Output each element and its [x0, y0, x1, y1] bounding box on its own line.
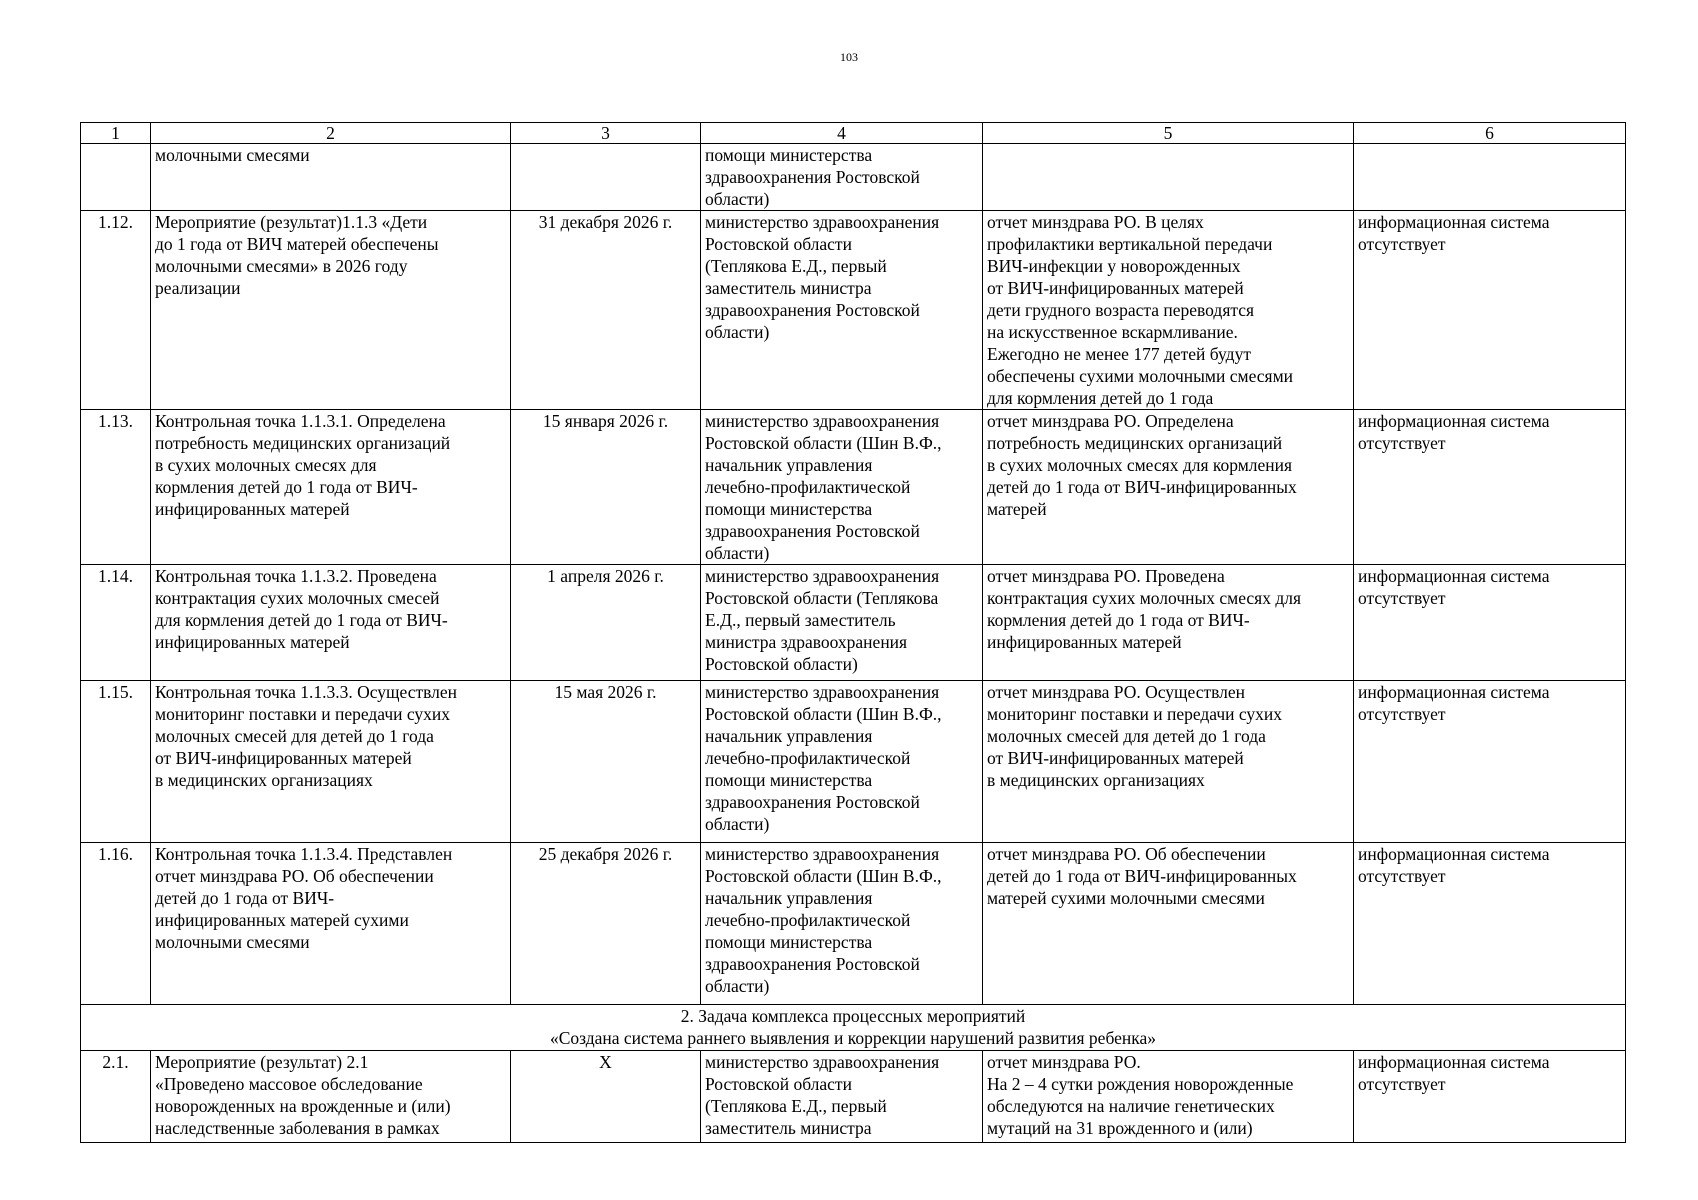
date-cell: X	[511, 1051, 701, 1143]
table-row	[81, 410, 1626, 565]
system-cell: информационная система отсутствует	[1354, 410, 1626, 565]
responsible-cell: министерство здравоохранения Ростовской области (Шин В.Ф., начальник управления лечебно-профилактической помощи министерства здравоохранения Ростовской области)	[701, 410, 983, 565]
system-cell: информационная система отсутствует	[1354, 1051, 1626, 1143]
responsible-cell: министерство здравоохранения Ростовской области (Шин В.Ф., начальник управления лечебно-профилактической помощи министерства здравоохранения Ростовской области)	[701, 681, 983, 843]
date-cell: 15 января 2026 г.	[511, 410, 701, 565]
row-number: 2.1.	[81, 1051, 151, 1143]
result-cell: отчет минздрава РО. Осуществлен мониторинг поставки и передачи сухих молочных смесей для детей до 1 года от ВИЧ-инфицированных матерей в медицинских организациях	[983, 681, 1354, 843]
event-cell: Контрольная точка 1.1.3.2. Проведена контрактация сухих молочных смесей для кормления детей до 1 года от ВИЧ- инфицированных матерей	[151, 565, 511, 681]
system-cell	[1354, 144, 1626, 211]
date-cell: 15 мая 2026 г.	[511, 681, 701, 843]
header-cell: 1	[81, 123, 151, 144]
header-cell: 4	[701, 123, 983, 144]
row-number	[81, 144, 151, 211]
row-number: 1.13.	[81, 410, 151, 565]
header-cell: 6	[1354, 123, 1626, 144]
header-cell: 2	[151, 123, 511, 144]
row-number: 1.15.	[81, 681, 151, 843]
table-row	[81, 144, 1626, 211]
date-cell: 31 декабря 2026 г.	[511, 211, 701, 410]
responsible-cell: министерство здравоохранения Ростовской области (Теплякова Е.Д., первый заместитель министра здравоохранения Ростовской области)	[701, 211, 983, 410]
event-cell: молочными смесями	[151, 144, 511, 211]
result-cell: отчет минздрава РО. В целях профилактики вертикальной передачи ВИЧ-инфекции у новорожденных от ВИЧ-инфицированных матерей дети грудного возраста переводятся на искусственное вскармливание. Ежегодно не менее 177 детей будут обеспечены сухими молочными смесями для кормления детей до 1 года	[983, 211, 1354, 410]
event-cell: Мероприятие (результат)1.1.3 «Дети до 1 года от ВИЧ матерей обеспечены молочными смесями» в 2026 году реализации	[151, 211, 511, 410]
date-cell	[511, 144, 701, 211]
system-cell: информационная система отсутствует	[1354, 843, 1626, 1005]
date-cell: 25 декабря 2026 г.	[511, 843, 701, 1005]
responsible-cell: помощи министерства здравоохранения Ростовской области)	[701, 144, 983, 211]
system-cell: информационная система отсутствует	[1354, 211, 1626, 410]
system-cell: информационная система отсутствует	[1354, 565, 1626, 681]
event-cell: Контрольная точка 1.1.3.4. Представлен отчет минздрава РО. Об обеспечении детей до 1 года от ВИЧ- инфицированных матерей сухими молочными смесями	[151, 843, 511, 1005]
row-number: 1.16.	[81, 843, 151, 1005]
table-row	[81, 211, 1626, 410]
header-cell: 5	[983, 123, 1354, 144]
row-number: 1.12.	[81, 211, 151, 410]
responsible-cell: министерство здравоохранения Ростовской области (Теплякова Е.Д., первый заместитель министра здравоохранения Ростовской области)	[701, 565, 983, 681]
result-cell: отчет минздрава РО. На 2 – 4 сутки рождения новорожденные обследуются на наличие генетических мутаций на 31 врожденного и (или)	[983, 1051, 1354, 1143]
event-cell: Контрольная точка 1.1.3.3. Осуществлен мониторинг поставки и передачи сухих молочных смесей для детей до 1 года от ВИЧ-инфицированных матерей в медицинских организациях	[151, 681, 511, 843]
result-cell: отчет минздрава РО. Определена потребность медицинских организаций в сухих молочных смесях для кормления детей до 1 года от ВИЧ-инфицированных матерей	[983, 410, 1354, 565]
event-cell: Мероприятие (результат) 2.1 «Проведено массовое обследование новорожденных на врожденные и (или) наследственные заболевания в рамках	[151, 1051, 511, 1143]
page-number: 103	[840, 50, 858, 64]
system-cell: информационная система отсутствует	[1354, 681, 1626, 843]
result-cell	[983, 144, 1354, 211]
date-cell: 1 апреля 2026 г.	[511, 565, 701, 681]
section-heading: 2. Задача комплекса процессных мероприятий «Создана система раннего выявления и коррекции нарушений развития ребенка»	[81, 1005, 1626, 1051]
table-row	[81, 843, 1626, 1005]
section-row	[81, 1005, 1626, 1051]
table-row	[81, 1051, 1626, 1143]
header-row	[81, 123, 1626, 144]
header-cell: 3	[511, 123, 701, 144]
table-row	[81, 565, 1626, 681]
responsible-cell: министерство здравоохранения Ростовской области (Теплякова Е.Д., первый заместитель министра	[701, 1051, 983, 1143]
result-cell: отчет минздрава РО. Проведена контрактация сухих молочных смесях для кормления детей до 1 года от ВИЧ- инфицированных матерей	[983, 565, 1354, 681]
table-row	[81, 681, 1626, 843]
event-cell: Контрольная точка 1.1.3.1. Определена потребность медицинских организаций в сухих молочных смесях для кормления детей до 1 года от ВИЧ- инфицированных матерей	[151, 410, 511, 565]
responsible-cell: министерство здравоохранения Ростовской области (Шин В.Ф., начальник управления лечебно-профилактической помощи министерства здравоохранения Ростовской области)	[701, 843, 983, 1005]
result-cell: отчет минздрава РО. Об обеспечении детей до 1 года от ВИЧ-инфицированных матерей сухими молочными смесями	[983, 843, 1354, 1005]
row-number: 1.14.	[81, 565, 151, 681]
events-table	[80, 122, 1626, 1143]
